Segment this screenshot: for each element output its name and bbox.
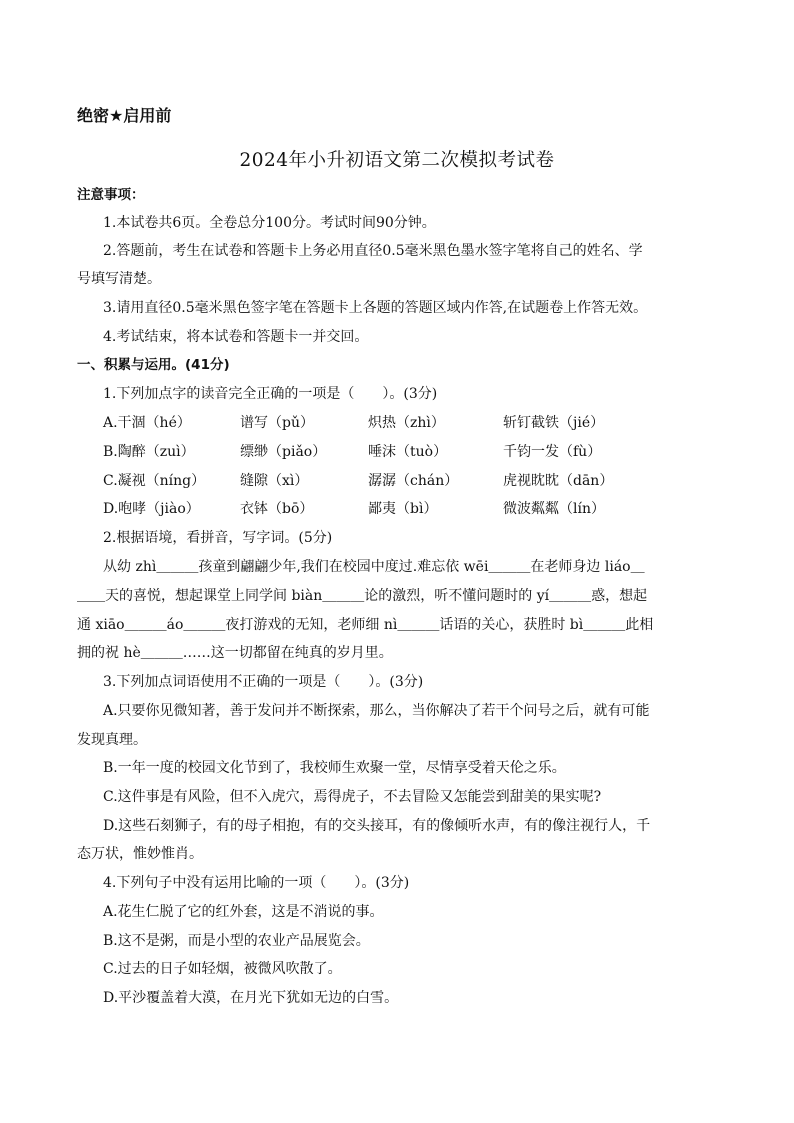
option-d: D.平沙覆盖着大漠，在月光下犹如无边的白雪。 — [103, 990, 399, 1006]
option-c: C.这件事是有风险，但不入虎穴，焉得虎子，不去冒险又怎能尝到甜美的果实呢? — [103, 789, 602, 805]
option-word: 炽热（zhì） — [368, 415, 445, 431]
option-b: B.这不是粥，而是小型的农业产品展览会。 — [103, 933, 370, 949]
option-word: 衣钵（bō） — [240, 501, 314, 517]
option-word: 缝隙（xì） — [240, 473, 309, 489]
option-word: 虎视眈眈（dān） — [503, 473, 614, 489]
option-b: B.一年一度的校园文化节到了，我校师生欢聚一堂，尽情享受着天伦之乐。 — [103, 760, 566, 776]
page-title: 2024年小升初语文第二次模拟考试卷 — [239, 150, 555, 171]
option-a: A.花生仁脱了它的红外套，这是不消说的事。 — [103, 904, 384, 920]
option-a-cont: 发现真理。 — [77, 732, 147, 748]
option-word: 潺潺（chán） — [368, 473, 459, 489]
question-stem: 3.下列加点词语使用不正确的一项是（ ）。(3分) — [103, 674, 424, 690]
option-a: A.干涸（hé） — [103, 415, 191, 431]
notice-item: 1.本试卷共6页。全卷总分100分。考试时间90分钟。 — [103, 215, 436, 231]
option-word: 缥缈（piǎo） — [240, 444, 327, 460]
option-c: C.凝视（níng） — [103, 473, 206, 489]
notice-item: 4.考试结束，将本试卷和答题卡一并交回。 — [103, 329, 369, 345]
notice-heading: 注意事项： — [77, 187, 145, 203]
option-b: B.陶醉（zuì） — [103, 444, 195, 460]
notice-item: 号填写清楚。 — [77, 271, 161, 287]
option-a: A.只要你见微知著，善于发问并不断探索，那么，当你解决了若干个问号之后，就有可能 — [103, 703, 650, 719]
secret-label: 绝密★启用前 — [77, 106, 172, 125]
question-stem: 4.下列句子中没有运用比喻的一项（ ）。(3分) — [103, 875, 410, 891]
option-d: D.咆哮（jiào） — [103, 501, 200, 517]
question-stem: 1.下列加点字的读音完全正确的一项是（ ）。(3分) — [103, 386, 438, 402]
notice-item: 2.答题前，考生在试卷和答题卡上务必用直径0.5毫米黑色墨水签字笔将自己的姓名、学 — [103, 243, 643, 259]
passage-line: 通 xiāo＿＿＿áo＿＿＿夜打游戏的无知，老师细 nì＿＿＿话语的关心，获胜时 bì＿＿＿此相 — [77, 617, 654, 633]
section-heading: 一、积累与运用。(41分) — [77, 357, 230, 373]
option-word: 斩钉截铁（jié） — [503, 415, 605, 431]
option-word: 千钧一发（fù） — [503, 444, 602, 460]
notice-item: 3.请用直径0.5毫米黑色签字笔在答题卡上各题的答题区域内作答,在试题卷上作答无效。 — [103, 300, 648, 316]
option-word: 鄙夷（bì） — [368, 501, 438, 517]
passage-line: 从幼 zhì＿＿＿孩童到翩翩少年,我们在校园中度过.难忘依 wēi＿＿＿在老师身边 liáo＿ — [103, 559, 645, 575]
option-d-cont: 态万状，惟妙惟肖。 — [77, 846, 203, 862]
passage-line: ＿＿天的喜悦，想起课堂上同学间 biàn＿＿＿论的激烈，听不懂问题时的 yí＿＿＿惑，想起 — [77, 588, 648, 604]
question-stem: 2.根据语境，看拼音，写字词。(5分) — [103, 530, 333, 546]
option-word: 唾沫（tuò） — [368, 444, 448, 460]
option-word: 微波粼粼（lín） — [503, 501, 605, 517]
option-c: C.过去的日子如轻烟，被微风吹散了。 — [103, 961, 342, 977]
option-d: D.这些石刻狮子，有的母子相抱，有的交头接耳，有的像倾听水声，有的像注视行人，千 — [103, 818, 651, 834]
option-word: 谱写（pǔ） — [240, 415, 314, 431]
passage-line: 拥的祝 hè＿＿＿……这一切都留在纯真的岁月里。 — [77, 645, 393, 661]
